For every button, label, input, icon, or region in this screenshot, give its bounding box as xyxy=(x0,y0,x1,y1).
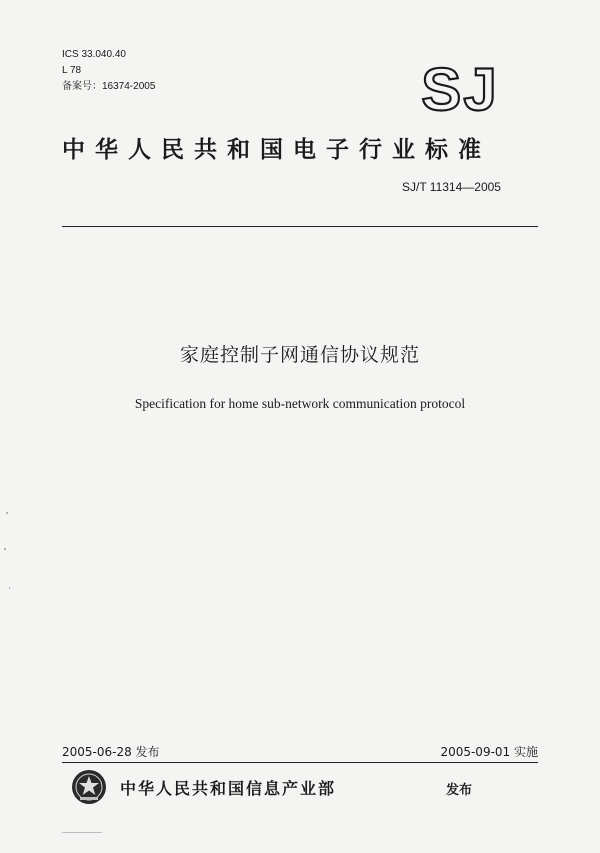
document-title-cn: 家庭控制子网通信协议规范 xyxy=(179,344,420,366)
document-title-en: Specification for home sub-network communication protocol xyxy=(134,396,466,411)
scan-speck xyxy=(9,587,10,589)
header-divider xyxy=(62,226,538,227)
scan-speck xyxy=(4,548,6,550)
standard-code: SJ/T 11314—2005 xyxy=(402,180,501,194)
scan-speck xyxy=(62,832,102,833)
filing-number: 备案号：16374-2005 xyxy=(62,81,156,92)
publish-label: 发布 xyxy=(446,783,473,798)
implementation-date: 2005-09-01 实施 xyxy=(440,745,538,759)
footer-divider xyxy=(62,762,538,763)
ccs-code: L 78 xyxy=(62,65,82,76)
sj-logo-text: SJ xyxy=(421,58,499,116)
issuing-ministry: 中华人民共和国信息产业部 xyxy=(120,779,337,798)
standard-title: 中华人民共和国电子行业标准 xyxy=(62,137,491,163)
release-date: 2005-06-28 发布 xyxy=(62,745,160,759)
national-emblem-icon xyxy=(70,768,108,806)
ics-code: ICS 33.040.40 xyxy=(62,49,126,60)
sj-logo xyxy=(414,58,506,116)
scan-speck xyxy=(6,512,8,514)
classification-block xyxy=(62,47,155,95)
